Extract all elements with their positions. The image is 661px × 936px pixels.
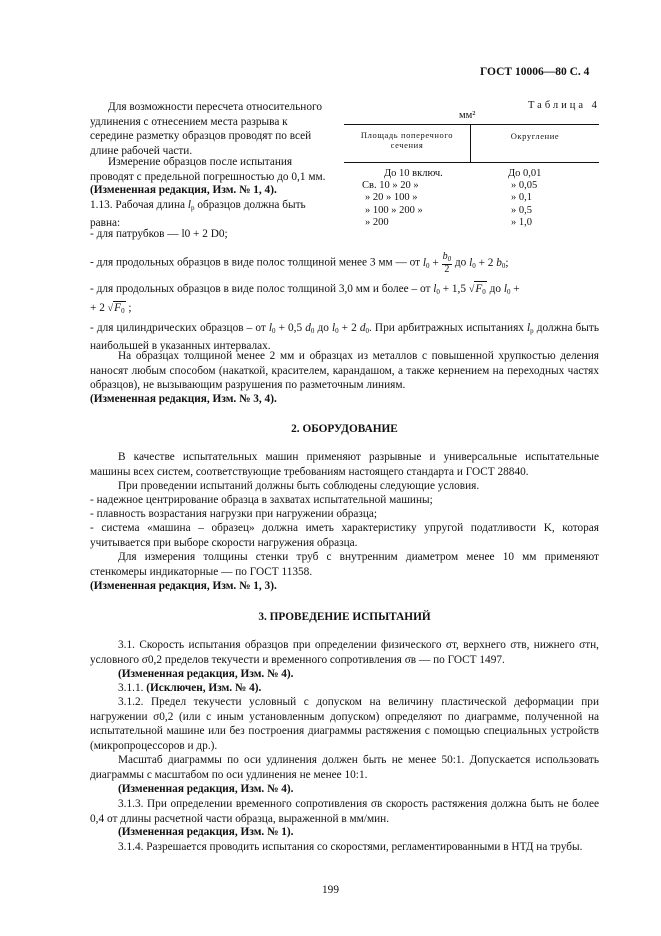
clause-1-13: 1.13. Рабочая длина $l_р$ образцов должна быть равна:	[90, 199, 306, 229]
strip-thin-line: - для продольных образцов в виде полос толщиной менее 3 мм — от $l_0$ + $\frac{b_0}{2}$ до $l_0 + 2$ $b_0$;	[90, 251, 509, 275]
clause-3-1-4: 3.1.4. Разрешается проводить испытания со скоростями, регламентированными в НТД на трубы.	[118, 841, 583, 853]
clause-3-1-2: 3.1.2. Предел текучести условный с допуском на величину пластической деформации при нагружении σ0,2 (или с иным установленным допуском) определяют по диаграмме, полученной на испытательной машине или без построения диаграммы растяжения с помощью специальных устройств (микропроцессоров и др.).	[90, 696, 599, 752]
table-unit: мм²	[459, 110, 476, 121]
clause-3-1-3: 3.1.3. При определении временного сопротивления σв скорость растяжения должна быть не более 0,4 от длины расчетной части образца, выраженной в мм/мин.	[90, 798, 599, 825]
table-cell: Св. 10 » 20 »	[362, 180, 419, 192]
formula: l0 + 2 D0;	[181, 228, 228, 240]
page-number: 199	[322, 884, 339, 896]
amendment-note: (Измененная редакция, Изм. № 4).	[118, 668, 294, 680]
amendment-note: (Измененная редакция, Изм. № 1).	[118, 826, 294, 838]
formula-cyl-max: $l_0 + 2$ $d_0$.	[331, 322, 372, 335]
page-header: ГОСТ 10006—80 С. 4	[480, 66, 590, 78]
amendment-note: (Измененная редакция, Изм. № 1, 3).	[90, 580, 277, 592]
clause-3-1-2-scale: Масштаб диаграммы по оси удлинения должен быть не менее 50:1. Допускается использовать диаграммы с масштабом по оси удлинения не менее 10:1.	[90, 754, 599, 781]
table-cell: » 100 » 200 »	[365, 204, 423, 216]
formula-pipes: - для патрубков — l0 + 2 D0;	[90, 228, 228, 240]
table-cell: » 0,5	[511, 204, 532, 216]
condition-item: - плавность возрастания нагрузки при нагружении образца;	[90, 508, 378, 520]
cylindrical-line: - для цилиндрических образцов – от $l_0 + 0,5$ $d_0$ до $l_0 + 2$ $d_0$. При арбитражных испытаниях $l_р$ должна быть наибольшей в указанных интервалах.	[90, 322, 599, 352]
table-title: Таблица 4	[528, 100, 600, 111]
condition-item: - надежное центрирование образца в захватах испытательной машины;	[90, 494, 433, 506]
strip-thick-line: - для продольных образцов в виде полос толщиной 3,0 мм и более – от $l_0 + 1,5$ $√F_0$ до $l_0$ +	[90, 281, 605, 300]
section2-paragraph: В качестве испытательных машин применяют разрывные и универсальные испытательные машины всех систем, соответствующие требованиям настоящего стандарта и ГОСТ 28840.	[90, 451, 599, 478]
amendment-note: (Измененная редакция, Изм. № 4).	[118, 783, 294, 795]
table-area-col	[362, 168, 472, 229]
clause-3-1-1: 3.1.1. (Исключен, Изм. № 4).	[118, 682, 262, 694]
amendment-note: (Измененная редакция, Изм. № 3, 4).	[90, 393, 277, 405]
marking-paragraph: На образцах толщиной менее 2 мм и образцах из металлов с повышенной хрупкостью деления наносят любым способом (накаткой, красителем, карандашом, а также кернением на переходных частях образцов), не вызывающим разрушения по разметочным линиям.	[90, 350, 599, 391]
table-col-area-header: Площадь поперечного сечения	[360, 130, 454, 150]
formula-strip-thin-max: $l_0 + 2$ $b_0$;	[469, 256, 509, 270]
table-cell: » 200	[365, 216, 389, 228]
paragraph-measure: Измерение образцов после испытания проводят с предельной погрешностью до 0,1 мм.	[90, 156, 326, 183]
table-cell: До 0,01	[508, 168, 542, 179]
amendment-note: (Измененная редакция, Изм. № 1, 4).	[90, 184, 277, 196]
table-cell: » 0,05	[511, 180, 538, 192]
section2-paragraph: При проведении испытаний должны быть соблюдены следующие условия.	[118, 480, 480, 492]
section-title: 2. ОБОРУДОВАНИЕ	[291, 423, 398, 435]
condition-item: - система «машина – образец» должна иметь характеристику упругой податливости K, которая учитывается при выборе скорости нагружения образца.	[90, 522, 599, 549]
paragraph-recalc: Для возможности пересчета относительного удлинения с отнесением места разрыва к середине разметку образцов проводят по всей длине рабочей части.	[90, 101, 322, 157]
table-cell: До 10 включ.	[384, 168, 443, 179]
section2-paragraph: Для измерения толщины стенки труб с внутренним диаметром менее 10 мм применяют стенкомеры индикаторные — по ГОСТ 11358.	[90, 551, 599, 578]
section-title: 3. ПРОВЕДЕНИЕ ИСПЫТАНИЙ	[258, 611, 431, 623]
table-top-border	[344, 124, 599, 125]
table-cell: » 20 » 100 »	[365, 192, 418, 204]
table-col-round-header: Округление	[510, 131, 560, 141]
table-cell: » 1,0	[511, 216, 532, 228]
table-round-col	[508, 168, 598, 229]
table-cell: » 0,1	[511, 192, 532, 204]
formula-strip-thick-max: + 2 $√F_0$ ;	[90, 302, 132, 315]
table-header-border	[344, 162, 599, 163]
clause-3-1: 3.1. Скорость испытания образцов при определении физического σт, верхнего σтв, нижнего σтн, условного σ0,2 пределов текучести и временного сопротивления σв — по ГОСТ 1497.	[90, 639, 599, 666]
formula-cyl-min: $l_0 + 0,5$ $d_0$	[268, 322, 315, 335]
formula-strip-thin-min: $l_0$ + $\frac{b_0}{2}$	[422, 251, 452, 275]
formula-strip-thick-min: $l_0 + 1,5$ $√F_0$	[433, 283, 487, 295]
table-header-divider	[470, 124, 471, 162]
